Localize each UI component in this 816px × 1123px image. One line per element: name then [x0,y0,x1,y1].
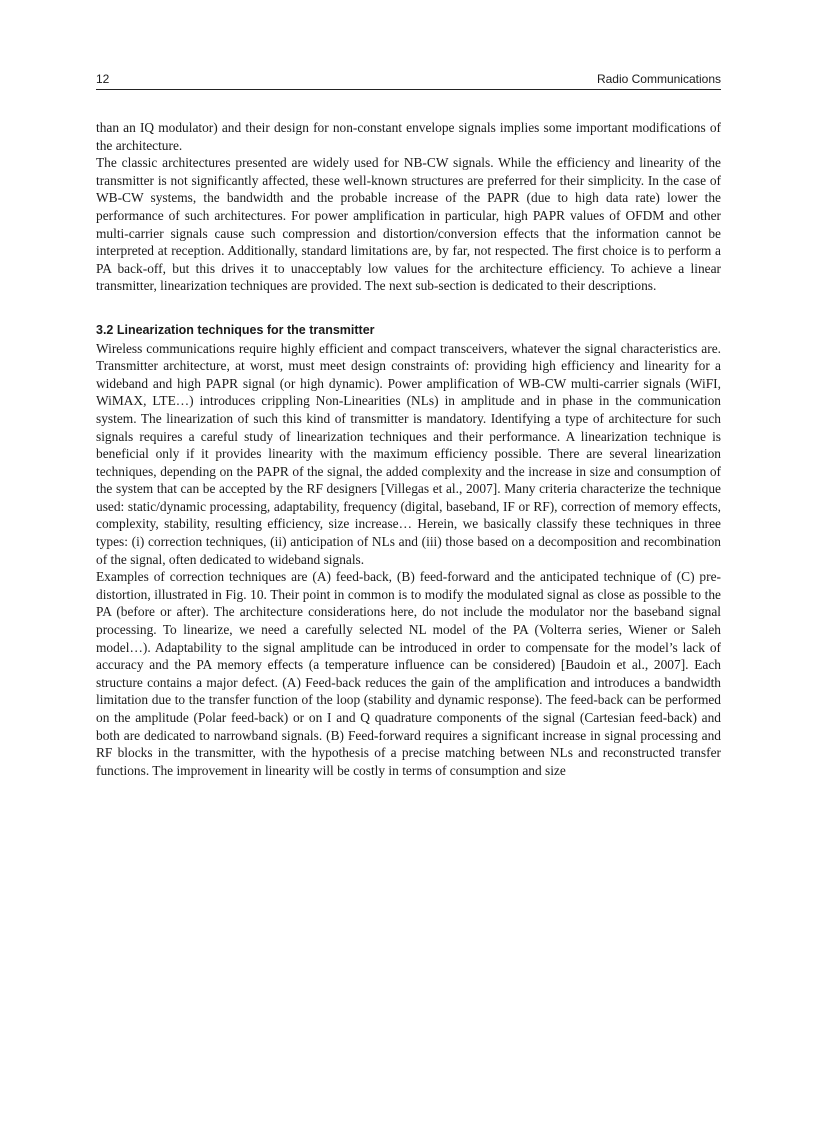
running-title: Radio Communications [596,72,721,86]
paragraph-classic-architectures: The classic architectures presented are widely used for NB-CW signals. While the efficiency and linearity of the transmitter is not significantly affected, these well-known structures are preferred for their simplicity. In the case of WB-CW systems, the bandwidth and the probable increase of the PAPR (due to high data rate) lower the performance of such architectures. For power amplification in particular, high PAPR values of OFDM and other multi-carrier signals cause such compression and distortion/conversion effects that the information cannot be interpreted at reception. Additionally, standard limitations are, by far, not respected. The first choice is to perform a PA back-off, but this drives it to unacceptably low values for the architecture efficiency. To achieve a linear transmitter, linearization techniques are provided. The next sub-section is dedicated to their descriptions. [96,155,721,294]
section-heading: 3.2 Linearization techniques for the transmitter [96,322,375,337]
page-number: 12 [96,72,110,86]
paragraph-correction-techniques: Examples of correction techniques are (A) feed-back, (B) feed-forward and the anticipated technique of (C) pre-distortion, illustrated in Fig. 10. Their point in common is to modify the modulated signal as close as possible to the PA (before or after). The architecture considerations here, do not include the modulator nor the baseband signal processing. To linearize, we need a carefully selected NL model of the PA (Volterra series, Wiener or Saleh model…). Adaptability to the signal amplitude can be introduced in order to compensate for the model’s lack of accuracy and the PA memory effects (a temperature influence can be considered) [Baudoin et al., 2007]. Each structure contains a major defect. (A) Feed-back reduces the gain of the amplification and introduces a bandwidth limitation due to the transfer function of the loop (stability and dynamic response). The feed-back can be performed on the amplitude (Polar feed-back) or on I and Q quadrature components of the signal (Cartesian feed-back) and both are dedicated to narrowband signals. (B) Feed-forward requires a significant increase in signal processing and RF blocks in the transmitter, with the hypothesis of a precise matching between NLs and reconstructed transfer functions. The improvement in linearity will be costly in terms of consumption and size [96,569,721,778]
paragraph-continuation: than an IQ modulator) and their design for non-constant envelope signals implies some important modifications of the architecture. [96,120,721,153]
page-header [96,71,721,90]
paragraph-wireless-communications: Wireless communications require highly efficient and compact transceivers, whatever the signal characteristics are. Transmitter architecture, at worst, must meet design constraints of: providing high efficiency and linearity for a wideband and high PAPR signal (or high dynamic). Power amplification of WB-CW multi-carrier signals (WiFI, WiMAX, LTE…) introduces crippling Non-Linearities (NLs) in amplitude and in phase in the communication system. The linearization of such this kind of transmitter is mandatory. Identifying a type of architecture for such signals requires a careful study of linearization techniques and their performance. A linearization technique is beneficial only if it provides linearity with the maximum efficiency possible. There are several linearization techniques, depending on the PAPR of the signal, the added complexity and the increase in size and consumption of the system that can be accepted by the RF designers [Villegas et al., 2007]. Many criteria characterize the technique used: static/dynamic processing, adaptability, frequency (digital, baseband, IF or RF), correction of memory effects, complexity, stability, resulting efficiency, size increase… Herein, we basically classify these techniques in three types: (i) correction techniques, (ii) anticipation of NLs and (iii) those based on a decomposition and recombination of the signal, often dedicated to wideband signals. [96,340,721,567]
page-body [96,119,721,779]
